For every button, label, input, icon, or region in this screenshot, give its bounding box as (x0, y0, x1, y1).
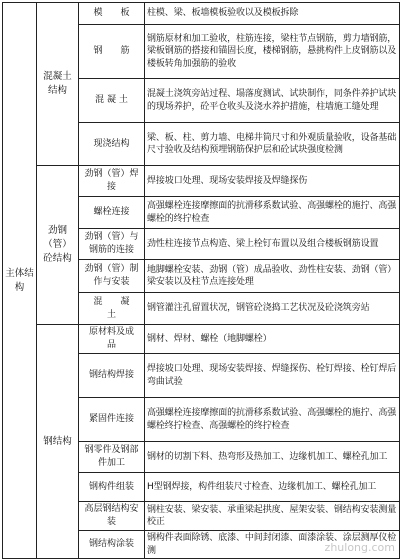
item-name-cell: 螺栓连接 (79, 197, 145, 229)
item-name-cell: 模 板 (79, 3, 145, 25)
section-composite-cell: 劲钢（管）砼结构 (37, 166, 79, 325)
item-name-cell: 混 凝 土 (79, 293, 145, 325)
table-row (3, 3, 400, 25)
item-content-cell: 钢材、焊材、螺栓（地脚螺栓） (145, 325, 400, 354)
item-name-cell: 混 凝 土 (79, 79, 145, 123)
section-steel-cell: 钢结构 (37, 325, 79, 559)
item-content-cell: 高强螺栓连接摩擦面的抗滑移系数试验、高强螺栓的施拧、高强螺栓的终拧检查 (145, 197, 400, 229)
item-content-cell: 钢材的切割下料、热弯形及热加工、边缘机加工、螺栓孔加工 (145, 442, 400, 473)
item-name-cell: 钢零件及钢部件加工 (79, 442, 145, 473)
item-content-cell: 钢柱安装、梁安装、承重梁起拱度、屋架安装、钢结构安装测量校正 (145, 502, 400, 531)
item-name-cell: 钢结构涂装 (79, 531, 145, 559)
item-name-cell: 劲钢（管）制作与安装 (79, 260, 145, 293)
item-content-cell: 焊接坡口处理、现场安装焊接、焊缝探伤、栓钉焊接、栓钉焊后弯曲试验 (145, 354, 400, 398)
section-concrete-cell: 混凝土结构 (37, 3, 79, 166)
item-content-cell: 梁、板、柱、剪力墙、电梯井筒尺寸和外观质量验收，设备基础尺寸验收及结构预埋钢筋保护层和砼试块强度检测 (145, 123, 400, 166)
item-content-cell: 高强螺栓连接摩擦面的抗滑移系数试验、高强螺栓的施拧、高强螺栓终拧检查、高强螺栓的终拧检查 (145, 398, 400, 442)
item-content-cell: 焊接坡口处理、现场安装焊接及焊缝探伤 (145, 166, 400, 197)
item-name-cell: 高层钢结构安装 (79, 502, 145, 531)
item-name-cell: 现浇结构 (79, 123, 145, 166)
item-name-cell: 紧固件连接 (79, 398, 145, 442)
table-row (3, 166, 400, 197)
item-name-cell: 劲钢（管）与钢筋的连接 (79, 229, 145, 260)
item-name-cell: 劲钢（管）焊 接 (79, 166, 145, 197)
item-content-cell: 混凝土浇筑旁站过程、塌落度测试、试块制作，同条件养护试块的现场养护，砼平仓收头及浇水养护措施，柱墙施工缝处理 (145, 79, 400, 123)
item-content-cell: H型钢焊接，构件组装尺寸检查、边缘机加工、螺栓孔加工 (145, 473, 400, 502)
item-name-cell: 钢结构焊接 (79, 354, 145, 398)
item-content-cell: 地脚螺栓安装、劲钢（管）成品验收、劲性柱安装、劲钢（管）梁安装以及柱节点连接处理 (145, 260, 400, 293)
inspection-table (2, 2, 400, 559)
construction-inspection-table (2, 2, 399, 559)
item-content-cell: 柱模、梁、板墙模板验收以及模板拆除 (145, 3, 400, 25)
watermark: zhulong.com (324, 541, 395, 554)
item-content-cell: 钢管灌注孔留置状况，钢管砼浇捣工艺状况及砼浇筑旁站 (145, 293, 400, 325)
item-content-cell: 劲性柱连接节点构造、梁上栓钉布置以及组合楼板钢筋设置 (145, 229, 400, 260)
table-row (3, 325, 400, 354)
item-name-cell: 原材料及成 品 (79, 325, 145, 354)
item-content-cell: 钢构件表面除锈、底漆、中间封闭漆、面漆涂装、涂层测厚仪检测 (145, 531, 400, 559)
main-category-cell: 主体结构 (3, 3, 37, 559)
item-content-cell: 钢筋原材和加工验收，柱筋连接，梁柱节点钢筋，剪力墙钢筋，梁板钢筋的搭接和锚固长度，楼梯钢筋，悬挑构件上皮钢筋以及楼板转角加强筋的验收 (145, 25, 400, 79)
item-name-cell: 钢构件组装 (79, 473, 145, 502)
item-name-cell: 钢 筋 (79, 25, 145, 79)
